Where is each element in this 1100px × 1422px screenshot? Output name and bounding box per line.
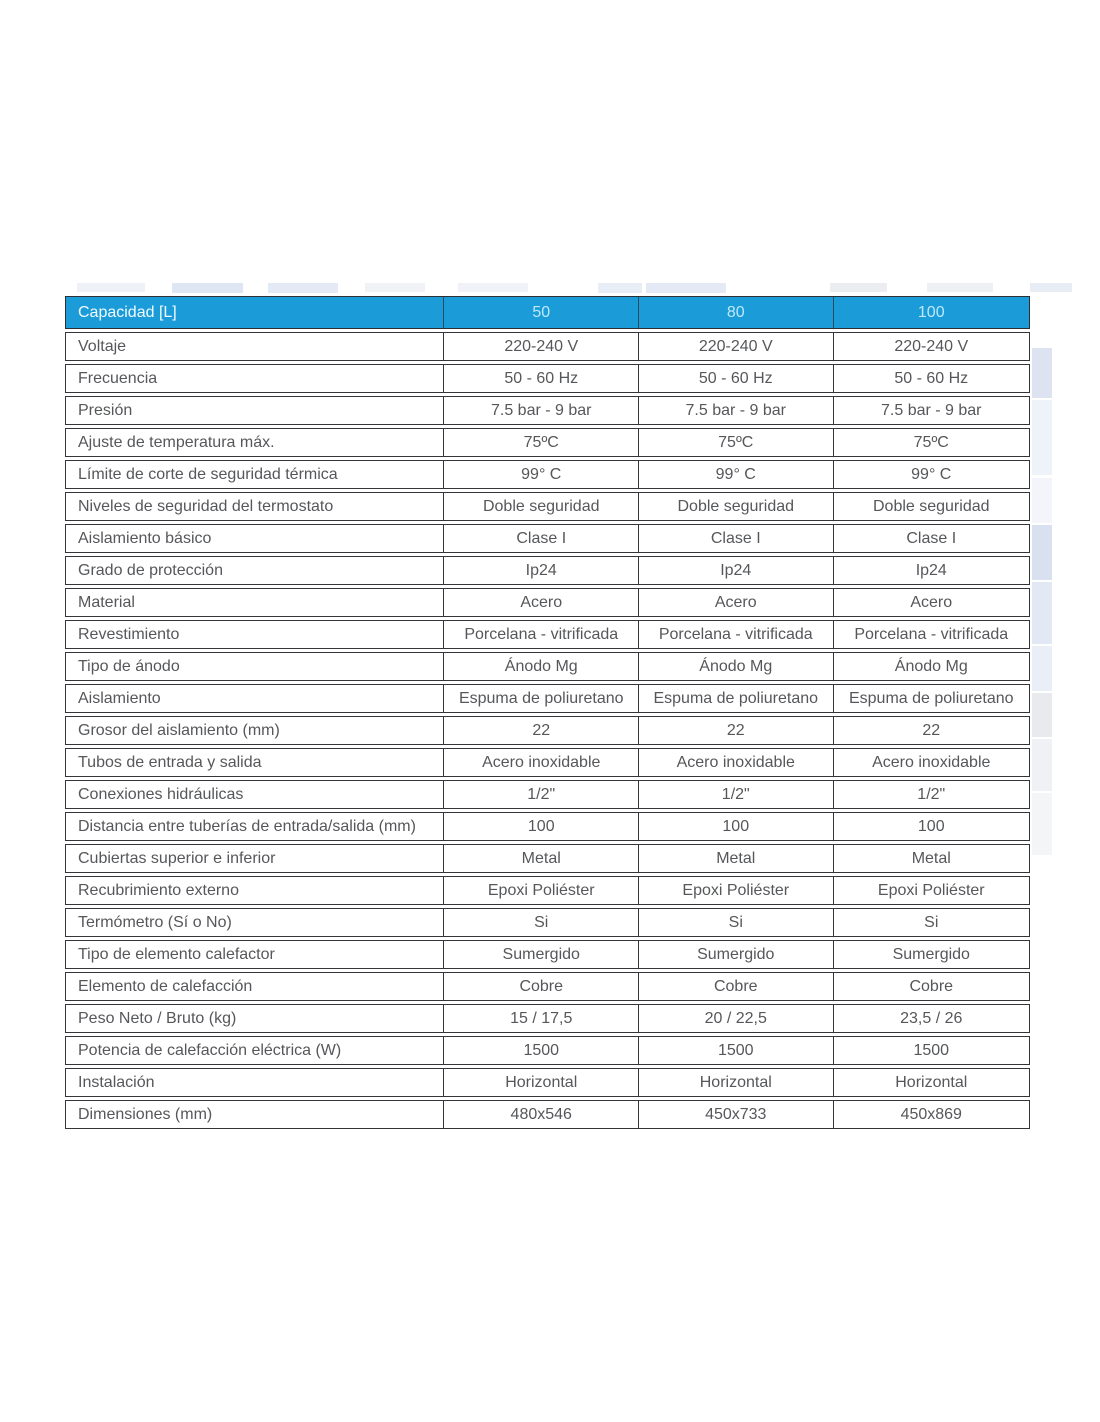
row-label-cell: Peso Neto / Bruto (kg) <box>78 1009 237 1027</box>
row-value-cell: 20 / 22,5 <box>638 1005 833 1032</box>
row-value-cell: 1/2" <box>443 781 638 808</box>
row-value-cell: Porcelana - vitrificada <box>833 621 1029 648</box>
row-value-cell: Sumergido <box>638 941 833 968</box>
row-value-cell: Ip24 <box>833 557 1029 584</box>
header-column-80: 80 <box>638 297 833 328</box>
row-value-cell: Doble seguridad <box>443 493 638 520</box>
table-row <box>65 524 1030 553</box>
row-label-cell: Ajuste de temperatura máx. <box>78 433 275 451</box>
row-label-cell: Conexiones hidráulicas <box>78 785 244 803</box>
row-value-cell: Ip24 <box>638 557 833 584</box>
row-value-cell: Porcelana - vitrificada <box>443 621 638 648</box>
row-value-cell: 22 <box>443 717 638 744</box>
row-value-cell: 450x869 <box>833 1101 1029 1128</box>
row-value-cell: Acero <box>638 589 833 616</box>
row-value-cell: 480x546 <box>443 1101 638 1128</box>
header-column-50: 50 <box>443 297 638 328</box>
row-value-cell: Epoxi Poliéster <box>443 877 638 904</box>
table-row <box>65 396 1030 425</box>
row-label-cell: Distancia entre tuberías de entrada/salida (mm) <box>78 817 416 835</box>
row-value-cell: Cobre <box>443 973 638 1000</box>
row-value-cell: Si <box>833 909 1029 936</box>
row-label-cell: Tipo de elemento calefactor <box>78 945 275 963</box>
row-label-cell: Límite de corte de seguridad térmica <box>78 465 338 483</box>
row-value-cell: Acero inoxidable <box>443 749 638 776</box>
row-value-cell: 7.5 bar - 9 bar <box>443 397 638 424</box>
row-value-cell: 75ºC <box>833 429 1029 456</box>
row-value-cell: 7.5 bar - 9 bar <box>833 397 1029 424</box>
table-row <box>65 1100 1030 1129</box>
table-row <box>65 940 1030 969</box>
row-label-cell: Aislamiento básico <box>78 529 212 547</box>
row-value-cell: 450x733 <box>638 1101 833 1128</box>
row-value-cell: 1500 <box>443 1037 638 1064</box>
row-label-cell: Dimensiones (mm) <box>78 1105 213 1123</box>
table-row <box>65 492 1030 521</box>
row-value-cell: 100 <box>443 813 638 840</box>
row-value-cell: Horizontal <box>638 1069 833 1096</box>
row-label-cell: Cubiertas superior e inferior <box>78 849 276 867</box>
row-value-cell: 23,5 / 26 <box>833 1005 1029 1032</box>
row-value-cell: 220-240 V <box>833 333 1029 360</box>
row-value-cell: 99° C <box>638 461 833 488</box>
row-value-cell: Acero <box>833 589 1029 616</box>
header-column-100: 100 <box>833 297 1029 328</box>
row-value-cell: Acero inoxidable <box>638 749 833 776</box>
row-value-cell: Espuma de poliuretano <box>833 685 1029 712</box>
row-value-cell: Clase I <box>638 525 833 552</box>
row-value-cell: Doble seguridad <box>833 493 1029 520</box>
row-value-cell: Epoxi Poliéster <box>638 877 833 904</box>
row-value-cell: Doble seguridad <box>638 493 833 520</box>
table-row <box>65 1004 1030 1033</box>
row-value-cell: 75ºC <box>443 429 638 456</box>
row-label-cell: Grado de protección <box>78 561 223 579</box>
row-value-cell: 50 - 60 Hz <box>638 365 833 392</box>
row-value-cell: Clase I <box>443 525 638 552</box>
row-value-cell: 22 <box>833 717 1029 744</box>
row-value-cell: Espuma de poliuretano <box>638 685 833 712</box>
row-label-cell: Aislamiento <box>78 689 161 707</box>
table-row <box>65 1036 1030 1065</box>
row-value-cell: Cobre <box>833 973 1029 1000</box>
row-value-cell: Metal <box>443 845 638 872</box>
row-value-cell: Porcelana - vitrificada <box>638 621 833 648</box>
row-value-cell: 1/2" <box>638 781 833 808</box>
table-row <box>65 332 1030 361</box>
row-value-cell: 99° C <box>833 461 1029 488</box>
table-row <box>65 748 1030 777</box>
row-value-cell: Ánodo Mg <box>443 653 638 680</box>
spec-table <box>65 296 1030 1129</box>
row-value-cell: 1500 <box>638 1037 833 1064</box>
row-label-cell: Potencia de calefacción eléctrica (W) <box>78 1041 342 1059</box>
row-value-cell: Acero <box>443 589 638 616</box>
row-label-cell: Instalación <box>78 1073 155 1091</box>
row-label-cell: Voltaje <box>78 337 127 355</box>
row-value-cell: 1/2" <box>833 781 1029 808</box>
table-row <box>65 620 1030 649</box>
row-value-cell: Ánodo Mg <box>638 653 833 680</box>
row-value-cell: Espuma de poliuretano <box>443 685 638 712</box>
table-row <box>65 844 1030 873</box>
row-value-cell: 7.5 bar - 9 bar <box>638 397 833 424</box>
table-row <box>65 556 1030 585</box>
row-value-cell: Metal <box>638 845 833 872</box>
table-row <box>65 780 1030 809</box>
watermark-strip-right <box>1032 340 1054 860</box>
row-label-cell: Termómetro (Sí o No) <box>78 913 232 931</box>
table-row <box>65 972 1030 1001</box>
row-value-cell: Sumergido <box>443 941 638 968</box>
row-value-cell: Ip24 <box>443 557 638 584</box>
row-value-cell: Epoxi Poliéster <box>833 877 1029 904</box>
row-value-cell: 99° C <box>443 461 638 488</box>
row-value-cell: 220-240 V <box>638 333 833 360</box>
row-value-cell: Acero inoxidable <box>833 749 1029 776</box>
row-value-cell: Horizontal <box>833 1069 1029 1096</box>
row-label-cell: Recubrimiento externo <box>78 881 239 899</box>
row-value-cell: 22 <box>638 717 833 744</box>
table-row <box>65 364 1030 393</box>
row-value-cell: Si <box>443 909 638 936</box>
watermark-band-top <box>0 283 1100 294</box>
row-value-cell: Metal <box>833 845 1029 872</box>
table-body <box>65 332 1030 1129</box>
row-value-cell: Cobre <box>638 973 833 1000</box>
row-value-cell: 50 - 60 Hz <box>443 365 638 392</box>
table-row <box>65 876 1030 905</box>
row-value-cell: Clase I <box>833 525 1029 552</box>
table-header-row <box>65 296 1030 329</box>
row-value-cell: 100 <box>833 813 1029 840</box>
row-value-cell: 100 <box>638 813 833 840</box>
table-row <box>65 588 1030 617</box>
row-value-cell: Horizontal <box>443 1069 638 1096</box>
row-value-cell: 50 - 60 Hz <box>833 365 1029 392</box>
row-label-cell: Grosor del aislamiento (mm) <box>78 721 280 739</box>
row-value-cell: 75ºC <box>638 429 833 456</box>
row-value-cell: 220-240 V <box>443 333 638 360</box>
row-label-cell: Niveles de seguridad del termostato <box>78 497 334 515</box>
row-value-cell: Sumergido <box>833 941 1029 968</box>
row-value-cell: Si <box>638 909 833 936</box>
table-row <box>65 428 1030 457</box>
table-row <box>65 460 1030 489</box>
table-row <box>65 716 1030 745</box>
row-label-cell: Material <box>78 593 135 611</box>
row-label-cell: Frecuencia <box>78 369 158 387</box>
row-label-cell: Tipo de ánodo <box>78 657 180 675</box>
row-label-cell: Revestimiento <box>78 625 180 643</box>
row-value-cell: 1500 <box>833 1037 1029 1064</box>
table-row <box>65 684 1030 713</box>
row-value-cell: Ánodo Mg <box>833 653 1029 680</box>
row-label-cell: Elemento de calefacción <box>78 977 253 995</box>
table-row <box>65 652 1030 681</box>
header-capacity-label: Capacidad [L] <box>78 303 177 321</box>
row-label-cell: Presión <box>78 401 133 419</box>
row-value-cell: 15 / 17,5 <box>443 1005 638 1032</box>
row-label-cell: Tubos de entrada y salida <box>78 753 262 771</box>
table-row <box>65 908 1030 937</box>
table-row <box>65 1068 1030 1097</box>
table-row <box>65 812 1030 841</box>
